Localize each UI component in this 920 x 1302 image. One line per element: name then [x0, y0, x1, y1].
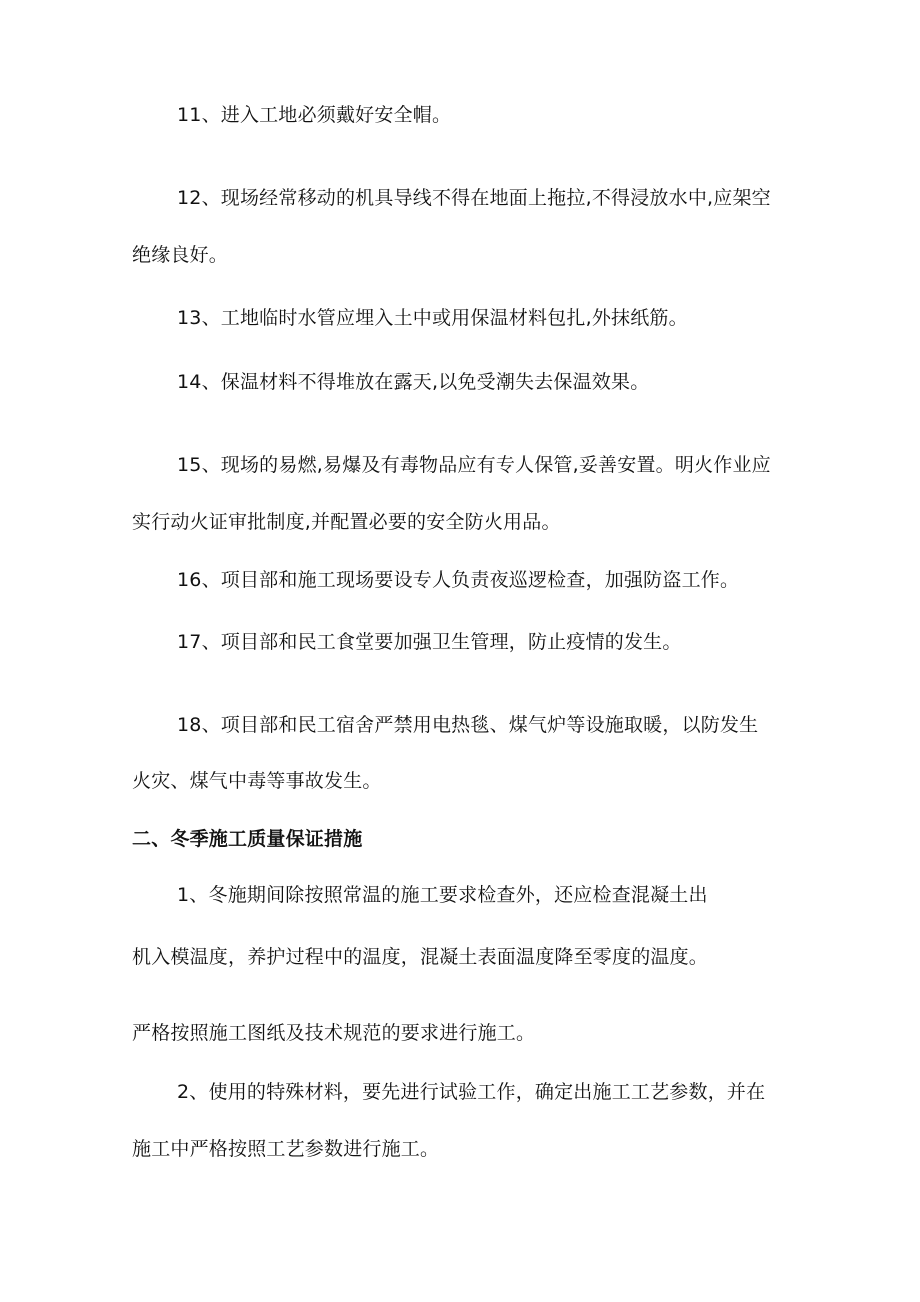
- item-13-line-1: 13、工地临时水管应埋入土中或用保温材料包扎,外抹纸筋。: [177, 307, 688, 329]
- quality-1-line-3: 严格按照施工图纸及技术规范的要求进行施工。: [132, 1022, 536, 1044]
- item-14-line-1: 14、保温材料不得堆放在露天,以免受潮失去保温效果。: [177, 371, 650, 393]
- item-18-line-1: 18、项目部和民工宿舍严禁用电热毯、煤气炉等设施取暖，以防发生: [177, 714, 759, 736]
- item-12-line-1: 12、现场经常移动的机具导线不得在地面上拖拉,不得浸放水中,应架空: [177, 187, 771, 209]
- quality-1-line-1: 1、冬施期间除按照常温的施工要求检查外，还应检查混凝土出: [177, 884, 708, 906]
- quality-1-line-2: 机入模温度，养护过程中的温度，混凝土表面温度降至零度的温度。: [132, 946, 709, 968]
- quality-2-line-2: 施工中严格按照工艺参数进行施工。: [132, 1138, 440, 1160]
- item-18-line-2: 火灾、煤气中毒等事故发生。: [132, 770, 382, 792]
- item-15-line-2: 实行动火证审批制度,并配置必要的安全防火用品。: [132, 511, 561, 533]
- item-11-line-1: 11、进入工地必须戴好安全帽。: [177, 104, 452, 126]
- item-16-line-1: 16、项目部和施工现场要设专人负责夜巡逻检查，加强防盗工作。: [177, 569, 740, 591]
- section-heading: 二、冬季施工质量保证措施: [132, 828, 363, 850]
- item-17-line-1: 17、项目部和民工食堂要加强卫生管理，防止疫情的发生。: [177, 631, 682, 653]
- item-15-line-1: 15、现场的易燃,易爆及有毒物品应有专人保管,妥善安置。明火作业应: [177, 454, 771, 476]
- quality-2-line-1: 2、使用的特殊材料，要先进行试验工作，确定出施工工艺参数，并在: [177, 1081, 766, 1103]
- item-12-line-2: 绝缘良好。: [132, 244, 229, 266]
